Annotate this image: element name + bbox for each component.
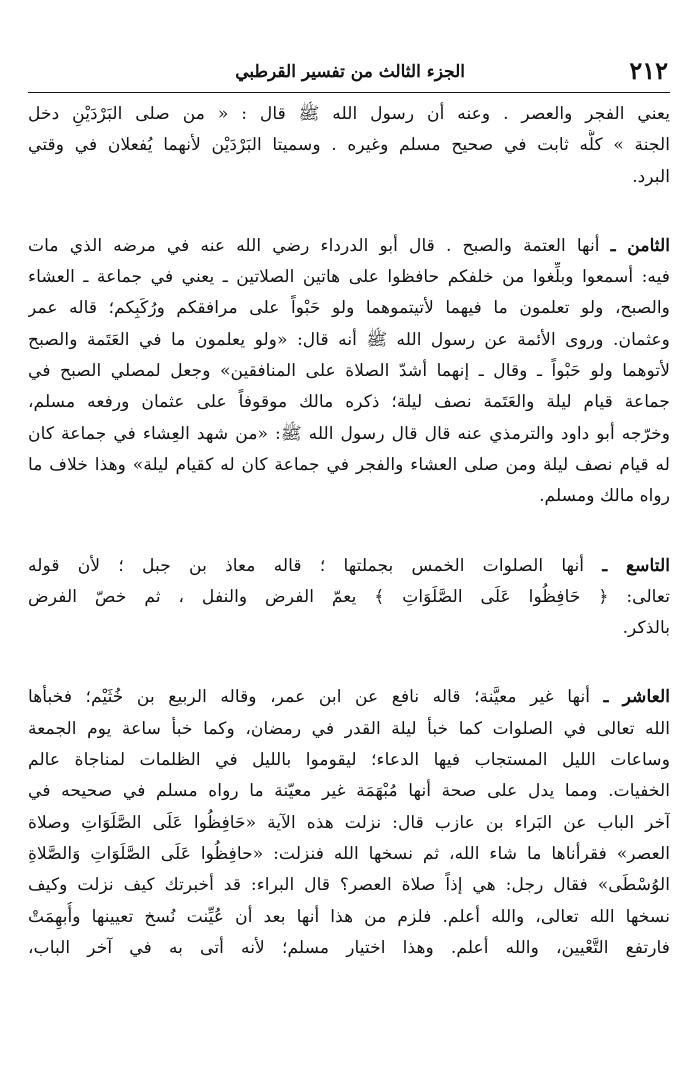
paragraph-ninth bbox=[28, 551, 670, 645]
paragraph-gap bbox=[28, 193, 670, 231]
text-line: يعني الفجر والعصر . وعنه أن رسول الله ﷺ قال : « من صلى البَرْدَيْنِ دخل bbox=[28, 104, 670, 124]
text-line: البرد. bbox=[632, 166, 670, 187]
paragraph-gap bbox=[28, 513, 670, 551]
book-page bbox=[28, 42, 670, 1072]
text-line: الله تعالى في الصلوات كما خبأ ليلة القدر في رمضان، وكما خبأ ساعة يوم الجمعة bbox=[28, 718, 670, 739]
text-line: الوُسْطَى» فقال رجل: هي إذاً صلاة العصر؟ قال البراء: قد أخبرتك كيف نزلت وكيف bbox=[28, 875, 670, 896]
text-line: وعثمان. وروى الأئمة عن رسول الله ﷺ أنه قال: «ولو يعلمون ما في العَتَمة والصبح bbox=[28, 329, 670, 350]
text-line: له قيام نصف ليلة ومن صلى العشاء والفجر في جماعة كان له كقيام ليلة» وهذا خلاف ما bbox=[28, 454, 670, 475]
running-head: الجزء الثالث من تفسير القرطبي bbox=[235, 62, 465, 82]
text-line bbox=[28, 551, 670, 582]
paragraph-intro bbox=[28, 99, 670, 193]
text-line: فارتفع التَّعْيين، والله أعلم. وهذا اختيار مسلم؛ لأنه أتى به في آخر الباب، bbox=[28, 937, 670, 958]
paragraph-tenth bbox=[28, 682, 670, 964]
paragraph-heading: العاشر ـ bbox=[603, 687, 670, 708]
text-line: آخر الباب عن البَراء بن عازب قال: نزلت هذه الآية «حَافِظُوا عَلَى الصَّلَوَاتِ وصلاة bbox=[28, 812, 670, 833]
paragraph-heading: الثامن ـ bbox=[610, 235, 670, 256]
text-line: وساعات الليل المستجاب فيها الدعاء؛ ليقوموا بالليل في الظلمات لمناجاة عالم bbox=[28, 750, 670, 771]
text-line: الخفيات. ومما يدل على صحة أنها مُبْهَمَة غير معيّنة ما رواه مسلم في صحيحه في bbox=[28, 781, 670, 802]
text-line: الجنة » كلُّه ثابت في صحيح مسلم وغيره . وسميتا البَرْدَيْن لأنهما يُفعلان في وقتي bbox=[28, 135, 670, 156]
paragraph-heading: التاسع ـ bbox=[602, 555, 670, 576]
text-line-content: أنها العتمة والصبح . قال أبو الدرداء رضي الله عنه في مرضه الذي مات bbox=[28, 235, 600, 256]
text-line: لأتوهما ولو حَبْواً ـ وقال ـ إنهما أشدّ الصلاة على المنافقين» وجعل لمصلي الصبح في bbox=[28, 361, 670, 382]
text-line: جماعة قيام ليلة والعَتَمة نصف ليلة؛ ذكره مالك موقوفاً على عثمان ورفعه مسلم، bbox=[28, 392, 670, 413]
paragraph-gap bbox=[28, 644, 670, 682]
page-number: ٢١٢ bbox=[629, 56, 668, 85]
text-line: والصبح، ولو تعلمون ما فيهما لأتيتموهما ولو حَبْواً على مرافقكم ورُكَبِكم؛ قاله عمر bbox=[28, 298, 670, 319]
page-body bbox=[28, 93, 670, 964]
text-line bbox=[28, 231, 670, 262]
text-line: وخرّجه أبو داود والترمذي عنه قال قال رسول الله ﷺ: «من شهد العِشاء في جماعة كان bbox=[28, 423, 670, 444]
text-line: العصر» فقرأناها ما شاء الله، ثم نسخها الله فنزلت: «حافِظُوا عَلَى الصَّلَوَاتِ وَالصَّلاةِ bbox=[28, 843, 670, 864]
text-line: بالذكر. bbox=[622, 618, 670, 639]
text-line-content: أنها الصلوات الخمس بجملتها ؛ قاله معاذ بن جبل ؛ لأن قوله bbox=[28, 555, 585, 576]
text-line bbox=[28, 682, 670, 713]
paragraph-eighth bbox=[28, 231, 670, 513]
text-line: نسخها الله تعالى، والله أعلم. فلزم من هذا أنها بعد أن عُيِّنت نُسخ تعيينها وأُبهِمَتْ bbox=[28, 906, 670, 927]
text-line-content: أنها غير معيَّنة؛ قاله نافع عن ابن عمر، وقاله الربيع بن خُثَيْم؛ فخبأها bbox=[28, 687, 591, 708]
text-line: رواه مالك ومسلم. bbox=[539, 486, 670, 507]
page-header bbox=[28, 42, 670, 93]
text-line: تعالى: ﴿ حَافِظُوا عَلَى الصَّلَوَاتِ ﴾ يعمّ الفرض والنفل ، ثم خصّ الفرض bbox=[28, 586, 670, 607]
text-line: فيه: أسمعوا وبلِّغوا من خلفكم حافظوا على هاتين الصلاتين ـ يعني في جماعة ـ العشاء bbox=[28, 267, 670, 288]
